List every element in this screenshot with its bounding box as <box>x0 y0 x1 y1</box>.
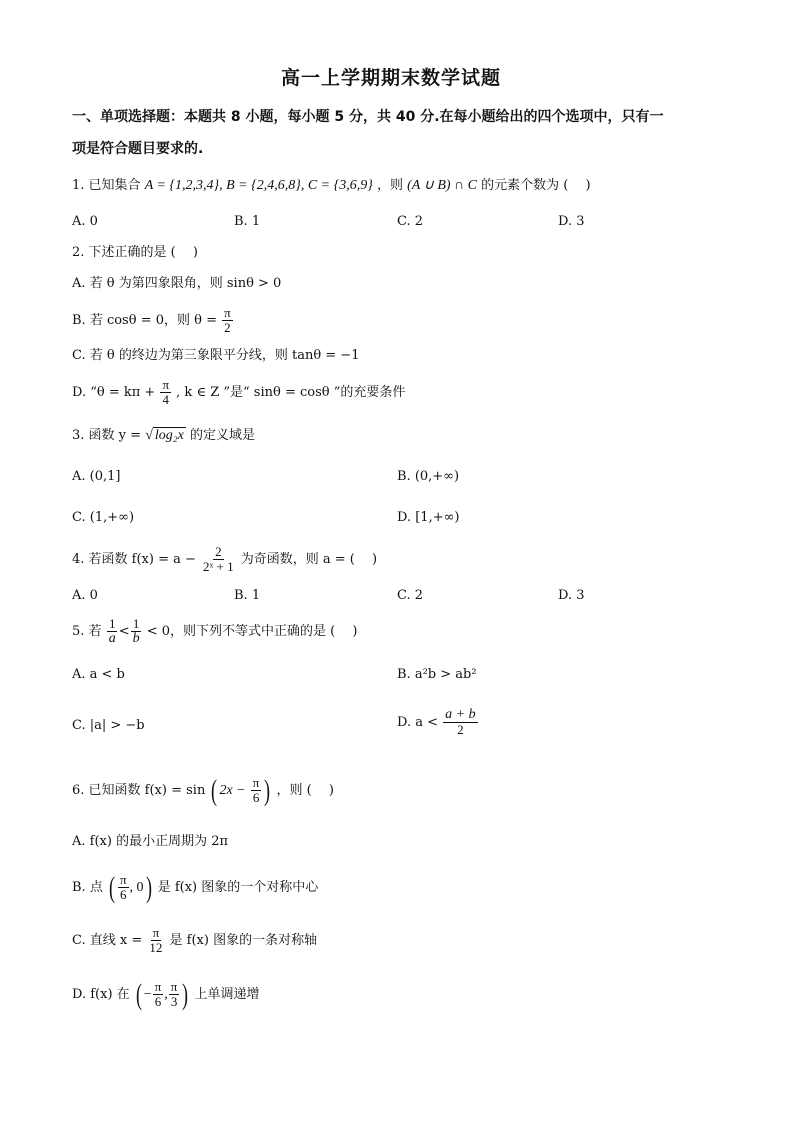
fraction-numerator: π <box>119 872 127 887</box>
q6-option-d <box>72 977 260 1011</box>
fraction-denominator: 6 <box>154 994 162 1009</box>
fraction-numerator: π <box>252 775 260 790</box>
section-heading-line1: 一、单项选择题：本题共 8 小题，每小题 5 分，共 40 分.在每小题给出的四个选项中，只有一 <box>72 109 664 125</box>
q6-c-text: C. 直线 x = <box>72 933 143 948</box>
right-paren: ) <box>145 870 152 904</box>
q4-option-c: C. 2 <box>397 588 424 603</box>
q1-suffix: 的元素个数为 ( ) <box>481 178 591 193</box>
q4-pre: 4. 若函数 f(x) = a − <box>72 552 196 567</box>
left-paren: ( <box>135 977 142 1011</box>
fraction-denominator: 12 <box>149 940 163 955</box>
q6-fraction <box>251 776 262 805</box>
comma: , <box>164 987 168 1002</box>
q5-less-than: < <box>118 624 130 639</box>
question-6 <box>72 773 334 807</box>
q1-option-c: C. 2 <box>397 214 424 229</box>
question-1 <box>72 178 591 194</box>
q5-post: < 0，则下列不等式中正确的是 ( ) <box>146 624 358 639</box>
question-2: 2. 下述正确的是 ( ) <box>72 245 198 260</box>
q4-fraction <box>201 545 236 574</box>
left-paren: ( <box>211 773 218 807</box>
fraction-denominator: 3 <box>170 994 178 1009</box>
q1-sets: A = {1,2,3,4}, B = {2,4,6,8}, C = {3,6,9} <box>144 178 373 193</box>
q5-option-c: C. |a| > −b <box>72 718 145 733</box>
fraction-denominator: 6 <box>252 790 260 805</box>
q6-b-tail: , 0 <box>129 880 144 895</box>
fraction-numerator: π <box>154 979 162 994</box>
q5-fraction-1 <box>107 617 118 646</box>
q6-option-b <box>72 870 319 904</box>
left-paren: ( <box>108 870 115 904</box>
q5-option-d <box>397 708 479 737</box>
fraction-denominator: a <box>108 631 116 646</box>
q2-option-d <box>72 378 405 407</box>
q6-b-post: 是 f(x) 图象的一个对称中心 <box>157 880 319 895</box>
fraction-denominator: 2 <box>457 722 464 737</box>
q6-d-post: 上单调递增 <box>194 987 260 1002</box>
q6-d-fraction-2 <box>169 980 180 1009</box>
fraction-numerator: π <box>152 925 160 940</box>
q5-d-text: D. a < <box>397 715 438 730</box>
minus-sign: − <box>143 987 152 1002</box>
q4-option-d: D. 3 <box>558 588 585 603</box>
question-4 <box>72 545 377 574</box>
q3-post: 的定义域是 <box>190 428 256 443</box>
fraction-denominator: 6 <box>120 887 127 902</box>
q5-fraction-2 <box>131 617 142 646</box>
q2-option-c: C. 若 θ 的终边为第三象限平分线，则 tanθ = −1 <box>72 348 360 363</box>
q1-option-a: A. 0 <box>72 214 98 229</box>
sqrt-sign: √ <box>145 428 153 443</box>
fraction-denominator: 2ˣ + 1 <box>203 559 234 574</box>
q2-b-text: B. 若 cosθ = 0，则 θ = <box>72 313 217 328</box>
fraction-numerator: 2 <box>215 544 222 559</box>
q2-d-fraction <box>160 378 171 407</box>
fraction-numerator: π <box>224 305 231 320</box>
q6-inner: 2x − <box>219 783 246 798</box>
q6-c-fraction <box>147 926 164 955</box>
q4-option-b: B. 1 <box>234 588 261 603</box>
q5-option-b: B. a²b > ab² <box>397 667 477 682</box>
fraction-numerator: π <box>162 377 170 392</box>
q6-c-post: 是 f(x) 图象的一条对称轴 <box>169 933 318 948</box>
q3-option-b: B. (0,+∞) <box>397 469 460 484</box>
q4-post: 为奇函数，则 a = ( ) <box>240 552 378 567</box>
q5-option-a: A. a < b <box>72 667 125 682</box>
q1-option-b: B. 1 <box>234 214 261 229</box>
q3-radicand: log₂x <box>154 428 184 443</box>
q6-post: ，则 ( ) <box>276 783 334 798</box>
q3-option-c: C. (1,+∞) <box>72 510 135 525</box>
q1-mid: ，则 <box>376 178 403 193</box>
q5-d-fraction <box>443 708 477 737</box>
right-paren: ) <box>182 977 189 1011</box>
q6-d-fraction-1 <box>153 980 164 1009</box>
q2-b-fraction <box>222 306 233 335</box>
q6-d-text: D. f(x) 在 <box>72 987 130 1002</box>
fraction-denominator: 4 <box>162 392 169 407</box>
question-5 <box>72 617 357 646</box>
q3-option-d: D. [1,+∞) <box>397 510 460 525</box>
right-paren: ) <box>264 773 271 807</box>
fraction-numerator: π <box>170 979 178 994</box>
q2-d-tail: , k ∈ Z ”是“ sinθ = cosθ ”的充要条件 <box>176 385 406 400</box>
q6-pre: 6. 已知函数 f(x) = sin <box>72 783 206 798</box>
q3-option-a: A. (0,1] <box>72 469 121 484</box>
fraction-denominator: 2 <box>224 320 231 335</box>
section-heading-line2: 项是符合题目要求的. <box>72 141 204 157</box>
fraction-numerator: a + b <box>445 707 476 722</box>
q1-prefix: 1. 已知集合 <box>72 178 141 193</box>
q4-option-a: A. 0 <box>72 588 98 603</box>
q6-b-fraction <box>118 873 129 902</box>
page-title: 高一上学期期末数学试题 <box>281 67 502 89</box>
fraction-denominator: b <box>132 631 140 646</box>
q2-option-a: A. 若 θ 为第四象限角，则 sinθ > 0 <box>72 276 282 291</box>
q2-option-b <box>72 306 234 335</box>
q6-option-c <box>72 926 317 955</box>
q6-b-text: B. 点 <box>72 880 103 895</box>
q6-option-a: A. f(x) 的最小正周期为 2π <box>72 834 229 849</box>
q5-pre: 5. 若 <box>72 624 102 639</box>
q2-d-text: D. “θ = kπ + <box>72 385 156 400</box>
fraction-numerator: 1 <box>108 616 116 631</box>
question-3 <box>72 427 255 444</box>
q1-option-d: D. 3 <box>558 214 585 229</box>
q3-pre: 3. 函数 y = <box>72 428 142 443</box>
fraction-numerator: 1 <box>132 616 140 631</box>
q1-expr: (A ∪ B) ∩ C <box>407 178 477 193</box>
